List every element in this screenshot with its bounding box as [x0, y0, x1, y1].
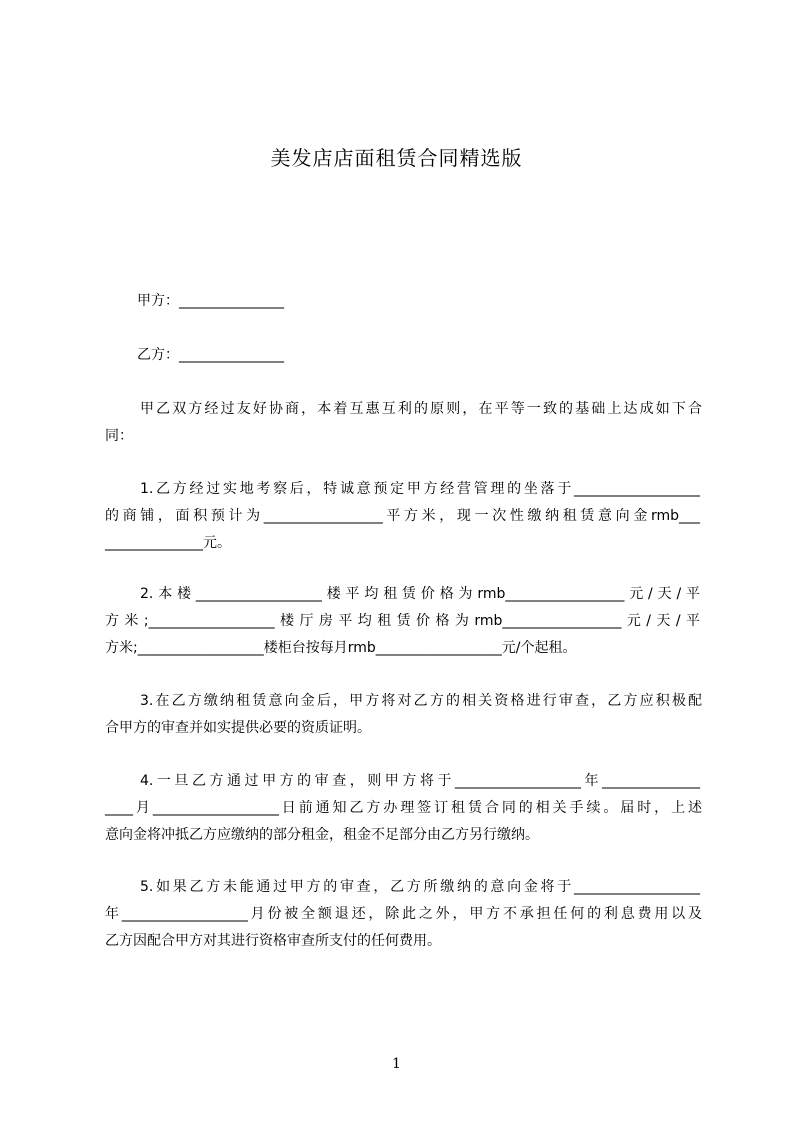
page-number: 1: [392, 1056, 401, 1072]
document-title: 美发店店面租赁合同精选版: [270, 146, 523, 170]
clause-2-line-1: 2.本楼__________________楼平均租赁价格为rmb_________________元/天/平: [140, 586, 700, 602]
clause-5-line-2: 年__________________月份被全额退还，除此之外，甲方不承担任何的利息费用以及: [105, 906, 702, 922]
clause-2-line-2: 方米;__________________楼厅房平均租赁价格为rmb_________________元/天/平: [105, 613, 700, 629]
clause-1-line-1: 1.乙方经过实地考察后，特诚意预定甲方经营管理的坐落于__________________: [140, 481, 700, 497]
clause-4-line-3: 意向金将冲抵乙方应缴纳的部分租金，租金不足部分由乙方另行缴纳。: [105, 827, 539, 843]
party-b-line: 乙方：_______________: [137, 347, 284, 363]
clause-4-line-1: 4.一旦乙方通过甲方的审查，则甲方将于__________________年______________: [140, 773, 700, 789]
clause-4-line-2: ____月__________________日前通知乙方办理签订租赁合同的相关手续。届时，上述: [105, 800, 702, 816]
clause-3-line-1: 3.在乙方缴纳租赁意向金后，甲方将对乙方的相关资格进行审查，乙方应积极配: [140, 693, 702, 709]
clause-1-line-3: ______________元。: [105, 535, 231, 551]
intro-line-2: 同：: [105, 428, 133, 444]
clause-3-line-2: 合甲方的审查并如实提供必要的资质证明。: [105, 720, 371, 736]
clause-2-line-3: 方米;__________________楼柜台按每月rmb__________________元/个起租。: [105, 640, 577, 656]
clause-1-line-2: 的商铺，面积预计为_________________平方米，现一次性缴纳租赁意向金rmb___: [105, 508, 700, 524]
clause-5-line-3: 乙方因配合甲方对其进行资格审查所支付的任何费用。: [105, 933, 441, 949]
intro-line-1: 甲乙双方经过友好协商，本着互惠互利的原则，在平等一致的基础上达成如下合: [140, 401, 702, 417]
clause-5-line-1: 5.如果乙方未能通过甲方的审查，乙方所缴纳的意向金将于__________________: [140, 879, 700, 895]
party-a-line: 甲方：_______________: [137, 293, 284, 309]
